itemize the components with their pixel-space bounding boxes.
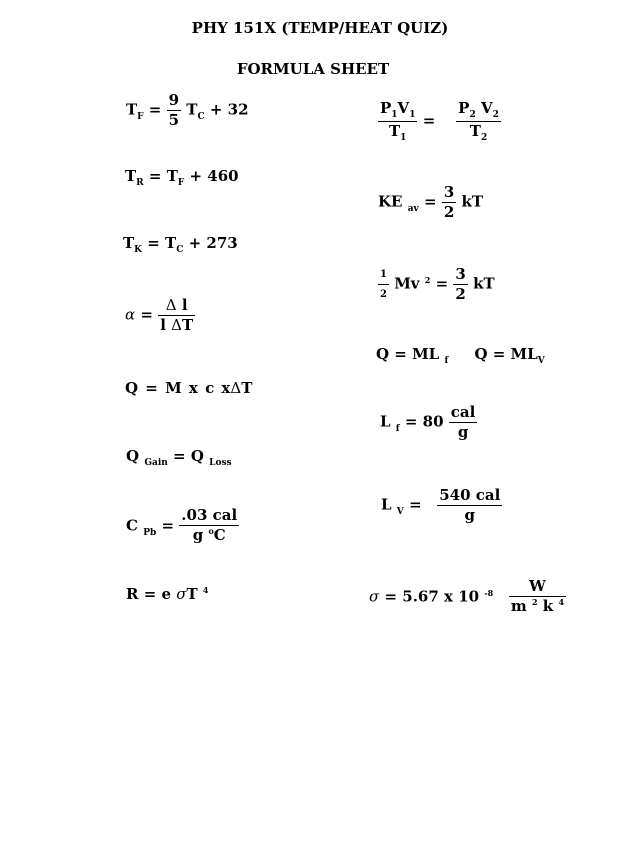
delta-icon: Δ xyxy=(171,316,182,334)
mv: Mv xyxy=(394,274,420,293)
p1-sub: 1 xyxy=(391,110,398,120)
formula-latent-heat xyxy=(376,346,545,366)
denominator xyxy=(509,596,566,617)
denominator xyxy=(456,121,501,143)
term: T xyxy=(166,167,178,185)
denominator: 2 xyxy=(443,203,455,221)
exp: -8 xyxy=(484,587,494,598)
equals: = xyxy=(173,447,186,465)
formula-specific-heat-lead xyxy=(126,507,239,546)
numerator xyxy=(158,297,195,315)
fraction xyxy=(453,266,467,303)
lhs-sub: R xyxy=(136,178,144,188)
den-g: g xyxy=(192,526,204,544)
fraction xyxy=(167,92,181,129)
numerator: 3 xyxy=(443,183,455,201)
denominator: 2 xyxy=(455,285,466,303)
numerator: 3 xyxy=(455,265,466,283)
formula-half-mv2 xyxy=(378,266,495,303)
numerator: 1 xyxy=(380,269,387,280)
f-sub: f xyxy=(395,423,400,434)
denominator xyxy=(179,525,239,546)
formula-kinetic-energy xyxy=(378,184,483,221)
denominator: 5 xyxy=(168,111,180,129)
fraction xyxy=(449,404,478,441)
equals: = xyxy=(422,111,436,130)
delta-icon: Δ xyxy=(230,379,242,397)
formula-kelvin xyxy=(123,235,238,255)
numerator: .03 cal xyxy=(181,506,238,524)
q-gain: Q xyxy=(126,447,140,465)
kt: kT xyxy=(461,192,484,211)
t2-sub: 2 xyxy=(480,133,488,143)
sigma-symbol: σ xyxy=(176,585,187,603)
formula-radiation xyxy=(126,586,209,605)
formula-lv xyxy=(381,487,502,524)
exp2: 4 xyxy=(558,597,565,607)
equals: = xyxy=(161,516,175,535)
q-ml-f: Q = ML xyxy=(376,345,440,363)
c-symbol: C xyxy=(126,516,138,535)
v-sub: V xyxy=(537,356,545,366)
t1-sub: 1 xyxy=(400,133,407,143)
numerator: 9 xyxy=(168,91,180,109)
kt: kT xyxy=(473,274,495,293)
numerator: 540 cal xyxy=(439,486,501,504)
denominator: g xyxy=(437,505,502,524)
gain-sub: Gain xyxy=(144,458,168,468)
loss-sub: Loss xyxy=(209,458,232,468)
m: m xyxy=(510,597,527,615)
num-l: l xyxy=(181,296,188,314)
denominator xyxy=(158,315,195,334)
fraction-right xyxy=(456,100,501,143)
q-ml-v: Q = ML xyxy=(474,345,538,363)
lhs-sub: K xyxy=(134,245,142,255)
lhs-sub: F xyxy=(137,111,144,122)
equals: = xyxy=(148,100,162,119)
lhs: T xyxy=(123,234,135,252)
equals: = xyxy=(148,167,162,185)
formula-conservation xyxy=(126,448,232,468)
formula-expansion xyxy=(125,297,195,334)
numerator: cal xyxy=(450,403,476,421)
radiation-lhs: R = e xyxy=(126,585,172,603)
p2-sub: 2 xyxy=(469,110,476,120)
v-sub: V xyxy=(396,506,404,517)
l: L xyxy=(380,412,391,431)
denominator xyxy=(378,121,417,143)
formula-rankine xyxy=(125,168,239,188)
av-sub: av xyxy=(407,203,419,214)
equals: = xyxy=(424,192,437,211)
equals: = xyxy=(409,495,422,514)
tail: + 460 xyxy=(189,167,239,185)
l: L xyxy=(381,495,392,514)
lhs: T xyxy=(126,100,138,119)
term-sub: F xyxy=(177,178,185,188)
value: = 5.67 x 10 xyxy=(384,587,480,606)
fraction-left xyxy=(378,100,417,143)
heat-text: Q = M x c x xyxy=(125,379,231,397)
tail: + 273 xyxy=(188,234,238,252)
den-c: C xyxy=(213,526,226,544)
numerator xyxy=(456,100,501,121)
fraction xyxy=(509,578,566,617)
radiation-t: T xyxy=(186,585,198,603)
den-t: T xyxy=(181,316,194,334)
den-l: l xyxy=(160,316,166,334)
v2: V xyxy=(480,99,493,117)
sigma-symbol: σ xyxy=(369,587,380,606)
t1: T xyxy=(389,122,401,140)
page-title: PHY 151X (TEMP/HEAT QUIZ) xyxy=(191,19,449,37)
equals: = xyxy=(147,234,160,252)
formula-stefan-constant xyxy=(369,578,566,617)
fraction xyxy=(158,297,195,334)
numerator xyxy=(378,100,417,121)
pb-sub: Pb xyxy=(143,527,157,538)
p2: P xyxy=(458,99,470,117)
denominator: g xyxy=(449,422,478,441)
exp: 4 xyxy=(202,585,209,595)
v2-sub: 2 xyxy=(492,110,499,120)
eq-80: = 80 xyxy=(404,412,444,431)
half-fraction xyxy=(378,266,389,303)
fraction xyxy=(437,487,502,524)
formula-heat xyxy=(125,380,252,397)
term-sub: C xyxy=(176,245,184,255)
v1: V xyxy=(397,99,410,117)
v1-sub: 1 xyxy=(409,110,416,120)
t2: T xyxy=(469,122,481,140)
fraction xyxy=(442,184,456,221)
lhs: T xyxy=(125,167,137,185)
p1: P xyxy=(380,99,392,117)
f-sub: f xyxy=(444,356,449,366)
k: k xyxy=(542,597,554,615)
ke: KE xyxy=(378,192,403,211)
equals: = xyxy=(435,274,449,293)
q-loss: Q xyxy=(190,447,204,465)
fraction xyxy=(179,507,239,546)
term: T xyxy=(186,100,198,119)
term: T xyxy=(165,234,177,252)
term-sub: C xyxy=(197,111,205,122)
numerator: W xyxy=(529,577,546,595)
exp1: 2 xyxy=(531,597,538,607)
denominator: 2 xyxy=(378,284,389,303)
exp: 2 xyxy=(424,274,431,285)
formula-gas-law xyxy=(378,100,501,143)
page-subtitle: FORMULA SHEET xyxy=(236,60,390,78)
degree-sup: o xyxy=(208,526,214,536)
alpha-symbol: α xyxy=(125,305,136,324)
formula-lf xyxy=(380,404,477,441)
delta-icon: Δ xyxy=(165,296,177,314)
heat-t: T xyxy=(241,379,253,397)
formula-fahrenheit xyxy=(126,92,249,129)
equals: = xyxy=(140,305,153,324)
tail: + 32 xyxy=(209,100,249,119)
